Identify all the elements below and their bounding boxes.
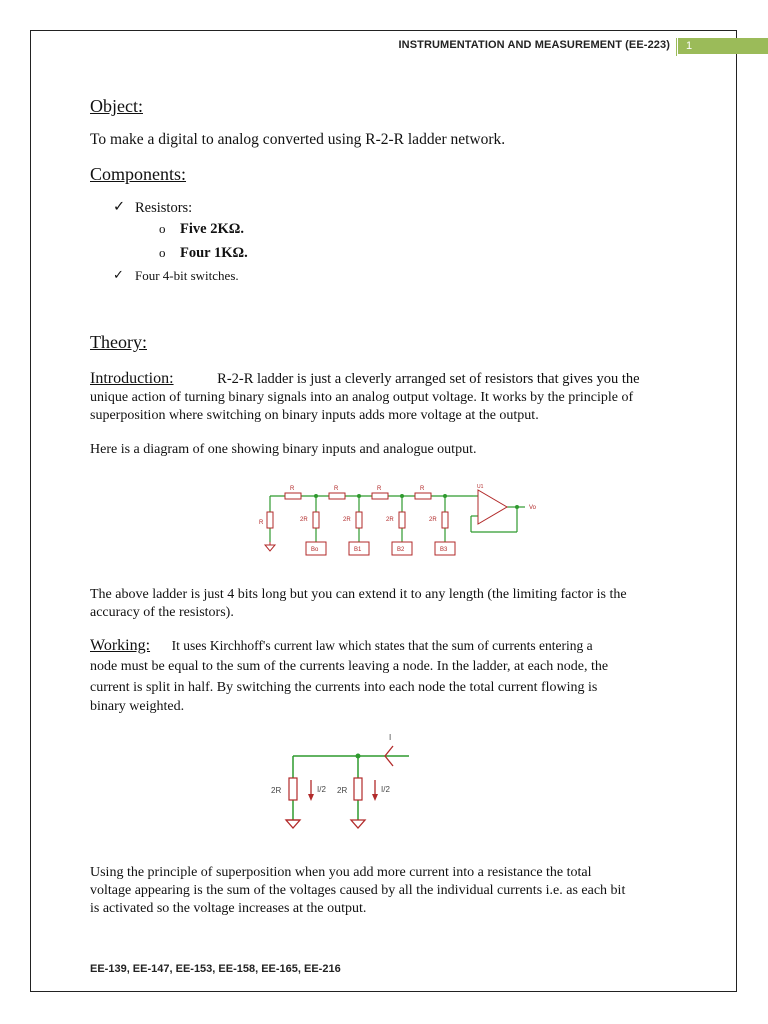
r2r-ladder-diagram [255,482,545,564]
ladder-shunt-label-4: 2R [429,517,437,523]
working-line4: binary weighted. [90,699,185,714]
working-line2: node must be equal to the sum of the currents leaving a node. In the ladder, at each node, the [90,659,609,674]
working-line1: It uses Kirchhoff's current law which states that the sum of currents entering a [171,638,593,653]
ladder-series-label-4: R [420,486,425,492]
page-header [30,38,768,56]
components-heading: Components: [90,164,187,184]
ladder-series-label-3: R [377,486,382,492]
superposition-line3: is activated so the voltage increases at the output. [90,901,367,916]
circle-bullet-icon: o [159,221,166,236]
resistor-label-left: 2R [271,786,282,795]
current-divider-diagram [265,728,415,843]
footer-roll-numbers: EE-139, EE-147, EE-153, EE-158, EE-165, EE-216 [90,963,341,975]
resistor-shunt-3 [399,512,405,528]
superposition-line1: Using the principle of superposition when you add more current into a resistance the total [90,865,592,880]
ladder-caption-line2: accuracy of the resistors). [90,605,234,620]
ladder-shunt-label-3: 2R [386,517,394,523]
opamp-triangle [478,490,507,524]
ladder-shunt-label-2: 2R [343,517,351,523]
superposition-line2: voltage appearing is the sum of the voltages caused by all the individual currents i.e. as each bit [90,883,626,898]
ladder-output-label: Vo [529,505,537,511]
resistor-shunt-1 [313,512,319,528]
object-text: To make a digital to analog converted using R-2-R ladder network. [90,131,506,148]
resistor-series-4 [415,493,431,499]
ladder-term-label: R [259,520,264,526]
ground-icon [351,820,365,828]
theory-heading: Theory: [90,332,147,352]
resistor-2r-right [354,778,362,800]
ladder-series-label-1: R [290,486,295,492]
resistor-series-3 [372,493,388,499]
ladder-bit-label-2: B2 [397,547,405,553]
resistor-shunt-2 [356,512,362,528]
header-separator [676,38,677,56]
page-number: 1 [678,38,768,54]
ground-icon [265,542,275,551]
ladder-bit-label-3: B3 [440,547,448,553]
circle-bullet-icon: o [159,245,166,260]
input-current-label: I [389,733,392,742]
working-paragraph [90,637,690,655]
components-subitem-five: Five 2KΩ. [180,221,244,237]
ladder-caption-line1: The above ladder is just 4 bits long but you can extend it to any length (the limiting factor is the [90,587,627,602]
resistor-series-1 [285,493,301,499]
current-label-left: I/2 [317,785,326,794]
ladder-bit-label-1: B1 [354,547,362,553]
resistor-shunt-4 [442,512,448,528]
components-item-switches: Four 4-bit switches. [135,268,239,283]
current-label-right: I/2 [381,785,390,794]
working-line3: current is split in half. By switching the currents into each node the total current flowing is [90,680,598,695]
components-item-resistors: Resistors: [135,200,193,216]
diagram-intro: Here is a diagram of one showing binary inputs and analogue output. [90,442,477,457]
ladder-series-label-2: R [334,486,339,492]
check-icon: ✓ [113,267,124,282]
introduction-paragraph [90,370,690,388]
object-heading: Object: [90,96,143,116]
working-heading: Working: [90,637,151,654]
resistor-termination [267,512,273,528]
introduction-line2: unique action of turning binary signals into an analog output voltage. It works by the principle of [90,390,634,405]
header-title: INSTRUMENTATION AND MEASUREMENT (EE-223) [398,39,670,51]
components-subitem-four: Four 1KΩ. [180,245,248,261]
ladder-shunt-label-1: 2R [300,517,308,523]
ladder-opamp-label: U1 [477,484,484,490]
resistor-label-right: 2R [337,786,348,795]
ground-icon [286,820,300,828]
introduction-line3: superposition where switching on binary inputs adds more voltage at the output. [90,408,539,423]
ladder-bit-label-0: Bo [311,547,319,553]
resistor-2r-left [289,778,297,800]
resistor-series-2 [329,493,345,499]
introduction-heading: Introduction: [90,370,174,387]
check-icon: ✓ [113,199,126,215]
introduction-line1: R-2-R ladder is just a cleverly arranged set of resistors that gives you the [217,371,640,387]
